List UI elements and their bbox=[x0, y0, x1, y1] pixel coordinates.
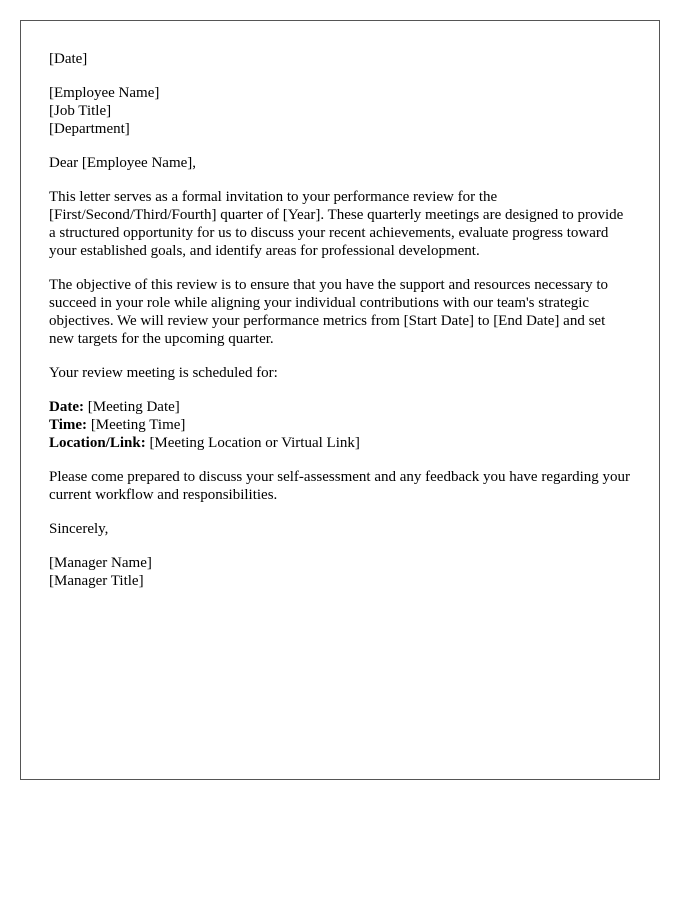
schedule-time-line bbox=[49, 416, 631, 434]
closing: Sincerely, bbox=[49, 521, 109, 537]
schedule-location-label: Location/Link: bbox=[49, 435, 146, 451]
signature-name: [Manager Name] bbox=[49, 555, 152, 571]
schedule-intro: Your review meeting is scheduled for: bbox=[49, 365, 278, 381]
recipient-name: [Employee Name] bbox=[49, 85, 160, 101]
schedule-time-label: Time: bbox=[49, 417, 88, 433]
salutation: Dear [Employee Name], bbox=[49, 155, 197, 171]
schedule-time-value: [Meeting Time] bbox=[87, 417, 186, 433]
schedule-location-value: [Meeting Location or Virtual Link] bbox=[145, 435, 360, 451]
schedule-date-value: [Meeting Date] bbox=[83, 399, 180, 415]
body-paragraph-1: This letter serves as a formal invitation to your performance review for the [First/Second/Third/Fourth] quarter of [Year]. These quarterly meetings are designed to provide a structured opportunity for us to discuss your recent achievements, evaluate progress toward your established goals, and identify areas for professional development. bbox=[49, 189, 624, 259]
body-paragraph-3: Please come prepared to discuss your self-assessment and any feedback you have regarding your current workflow and responsibilities. bbox=[49, 469, 631, 503]
signature-title: [Manager Title] bbox=[49, 573, 144, 589]
recipient-job-title: [Job Title] bbox=[49, 103, 112, 119]
letter-page bbox=[20, 20, 660, 780]
letter-date: [Date] bbox=[49, 51, 88, 67]
schedule-details bbox=[49, 398, 631, 452]
schedule-location-line bbox=[49, 434, 631, 452]
schedule-date-line bbox=[49, 398, 631, 416]
schedule-date-label: Date: bbox=[49, 399, 84, 415]
recipient-block bbox=[49, 84, 631, 138]
date-block bbox=[49, 50, 631, 68]
signature-block bbox=[49, 554, 631, 590]
recipient-department: [Department] bbox=[49, 121, 130, 137]
body-paragraph-2: The objective of this review is to ensure that you have the support and resources necessary to succeed in your role while aligning your individual contributions with our team's strategic objectives. We will review your performance metrics from [Start Date] to [End Date] and set new targets for the upcoming quarter. bbox=[49, 277, 608, 347]
